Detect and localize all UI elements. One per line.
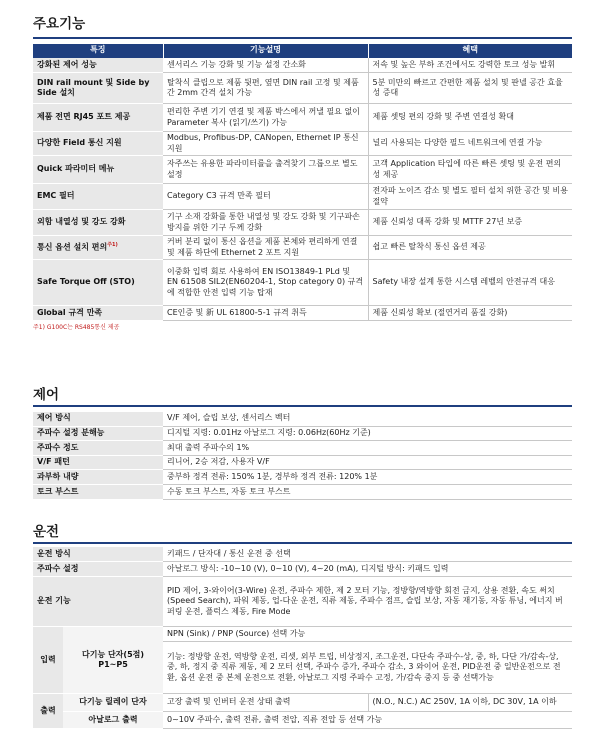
op-key: 입력 (33, 627, 63, 694)
features-row (33, 210, 572, 236)
control-value: 최대 출력 주파수의 1% (163, 441, 572, 456)
op-key: 출력 (33, 694, 63, 729)
feature-benefit: 고객 Application 타입에 따른 빠른 셋팅 및 운전 편의성 제공 (368, 156, 572, 184)
feature-benefit: 널리 사용되는 다양한 필드 네트워크에 연결 가능 (368, 132, 572, 156)
feature-benefit: 제품 셋팅 편의 강화 및 주변 연결성 확대 (368, 104, 572, 132)
feature-name: 통신 옵션 설치 편의$^{주1)}$ (33, 236, 163, 260)
feature-benefit: 쉽고 빠른 탈착식 통신 옵션 제공 (368, 236, 572, 260)
feature-benefit: 제품 신뢰성 대폭 강화 및 MTTF 27년 보증 (368, 210, 572, 236)
control-table (33, 412, 572, 500)
control-section (33, 387, 572, 500)
operation-row (33, 694, 572, 712)
features-row (33, 58, 572, 73)
features-rule (33, 37, 572, 39)
feature-benefit: 전자파 노이즈 감소 및 별도 필터 설치 위한 공간 및 비용 절약 (368, 184, 572, 210)
feature-name: 제품 전면 RJ45 포트 제공 (33, 104, 163, 132)
control-key: 주파수 설정 분해능 (33, 426, 163, 441)
features-row (33, 132, 572, 156)
features-row (33, 104, 572, 132)
operation-row (33, 577, 572, 627)
features-row (33, 306, 572, 321)
op-key: 운전 방식 (33, 547, 163, 562)
features-row (33, 156, 572, 184)
feature-description: 커버 분리 없이 통신 옵션을 제품 본체와 편리하게 연결 및 제품 하단에 Ethernet 2 포트 지원 (163, 236, 368, 260)
feature-description: Category C3 규격 만족 필터 (163, 184, 368, 210)
control-value: 수동 토크 부스트, 자동 토크 부스트 (163, 485, 572, 500)
feature-name: 외함 내열성 및 강도 강화 (33, 210, 163, 236)
op-value: 0~10V 주파수, 출력 전류, 출력 전압, 직류 전압 등 선택 가능 (163, 712, 572, 729)
feature-benefit: 5분 미만의 빠르고 간편한 제품 설치 및 판넬 공간 효율성 증대 (368, 73, 572, 104)
features-row (33, 236, 572, 260)
feature-description: 편리한 주변 기기 연결 및 제품 박스에서 꺼낼 필요 없이 Parameter 복사 (읽기/쓰기) 가능 (163, 104, 368, 132)
features-header-row (33, 44, 572, 58)
header-description: 기능설명 (163, 44, 368, 58)
feature-description: 자주쓰는 유용한 파라미터를을 출격찾기 그룹으로 별도 설정 (163, 156, 368, 184)
op-value: 키패드 / 단자대 / 통신 운전 중 선택 (163, 547, 572, 562)
control-row (33, 426, 572, 441)
control-value: 중부하 정격 전류: 150% 1분, 경부하 정격 전류: 120% 1분 (163, 470, 572, 485)
feature-benefit: 제품 신뢰성 확보 (절연거리 품질 강화) (368, 306, 572, 321)
control-key: V/F 패턴 (33, 455, 163, 470)
feature-description: 이중화 입력 회로 사용하여 EN ISO13849-1 PLd 및 EN 61508 SIL2(EN60204-1, Stop category 0) 규격에 적합한 안전 입력 기능 탑재 (163, 260, 368, 306)
control-row (33, 485, 572, 500)
feature-name: 다양한 Field 통신 지원 (33, 132, 163, 156)
op-value: (N.O., N.C.) AC 250V, 1A 이하, DC 30V, 1A 이하 (368, 694, 572, 712)
operation-row (33, 627, 572, 642)
feature-name: Safe Torque Off (STO) (33, 260, 163, 306)
operation-row (33, 547, 572, 562)
control-row (33, 470, 572, 485)
features-table (33, 44, 572, 322)
op-value: 기능: 정방향 운전, 역방향 운전, 리셋, 외부 트립, 비상정지, 조그운전, 다단속 주파수-상, 중, 하, 다단 가/감속-상, 중, 하, 정지 중 직류 제동, 제 2 모터 선택, 주파수 증가, 주파수 감소, 3 와이어 운전, PID운전 중 일반운전으로 전환, 옵션 운전 중 본체 운전으로 전환, 아날로그 지령 주파수 고정, 가/감속 중지 등 중 선택가능 (163, 642, 572, 694)
op-value: NPN (Sink) / PNP (Source) 선택 가능 (163, 627, 572, 642)
feature-benefit: Safety 내장 설계 통한 시스템 레벨의 안전규격 대응 (368, 260, 572, 306)
operation-row (33, 712, 572, 729)
features-row (33, 73, 572, 104)
control-key: 제어 방식 (33, 412, 163, 427)
feature-name: Quick 파라미터 메뉴 (33, 156, 163, 184)
feature-description: 센서리스 기능 강화 및 기능 설정 간소화 (163, 58, 368, 73)
control-value: 디지털 지령: 0.01Hz 아날로그 지령: 0.06Hz(60Hz 기준) (163, 426, 572, 441)
features-row (33, 184, 572, 210)
op-subkey: 다기능 단자(5점) P1~P5 (63, 627, 163, 694)
op-key: 운전 기능 (33, 577, 163, 627)
op-value: PID 제어, 3-와이어(3-Wire) 운전, 주파수 제한, 제 2 모터 기능, 정방향/역방향 회전 금지, 상용 전환, 속도 써치(Speed Search), 파워 제동, 업-다운 운전, 직류 제동, 주파수 점프, 슬립 보상, 자동 재기동, 자동 튜닝, 에너지 버퍼링 운전, 플럭스 제동, Fire Mode (163, 577, 572, 627)
operation-row (33, 562, 572, 577)
op-key: 주파수 설정 (33, 562, 163, 577)
feature-name: DIN rail mount 및 Side by Side 설치 (33, 73, 163, 104)
feature-description: 탈착식 클립으로 제품 뒷편, 옆면 DIN rail 고정 및 제품간 2mm 간격 설치 가능 (163, 73, 368, 104)
operation-title: 운전 (33, 524, 60, 540)
features-title: 주요기능 (33, 16, 86, 32)
operation-table (33, 547, 572, 730)
feature-description: Modbus, Profibus-DP, CANopen, Ethernet IP 통신 지원 (163, 132, 368, 156)
control-value: 리니어, 2승 저감, 사용자 V/F (163, 455, 572, 470)
control-row (33, 455, 572, 470)
control-title: 제어 (33, 387, 60, 403)
op-subkey: 아날로그 출력 (63, 712, 163, 729)
features-footnote: 주1) G100C는 RS485통신 제공 (33, 324, 120, 332)
header-feature: 특징 (33, 44, 163, 58)
feature-description: CE인증 및 新 UL 61800-5-1 규격 취득 (163, 306, 368, 321)
control-key: 토크 부스트 (33, 485, 163, 500)
feature-name: Global 규격 만족 (33, 306, 163, 321)
features-row (33, 260, 572, 306)
feature-name: 강화된 제어 성능 (33, 58, 163, 73)
control-row (33, 412, 572, 427)
control-row (33, 441, 572, 456)
operation-rule (33, 542, 572, 544)
feature-benefit: 저속 및 높은 부하 조건에서도 강력한 토크 성능 발휘 (368, 58, 572, 73)
control-key: 주파수 정도 (33, 441, 163, 456)
op-value: 고장 출력 및 인버터 운전 상태 출력 (163, 694, 368, 712)
control-rule (33, 405, 572, 407)
header-benefit: 혜택 (368, 44, 572, 58)
features-section (33, 16, 572, 332)
control-value: V/F 제어, 슬립 보상, 센서리스 벡터 (163, 412, 572, 427)
feature-description: 기구 소재 강화를 통한 내열성 및 강도 강화 및 기구파손 방지를 위한 기구 두께 강화 (163, 210, 368, 236)
control-key: 과부하 내량 (33, 470, 163, 485)
op-subkey: 다기능 릴레이 단자 (63, 694, 163, 712)
operation-section (33, 524, 572, 729)
footnote-marker: 주1) (107, 242, 118, 249)
op-value: 아날로그 방식: -10~10 (V), 0~10 (V), 4~20 (mA), 디지털 방식: 키패드 입력 (163, 562, 572, 577)
feature-name: EMC 필터 (33, 184, 163, 210)
